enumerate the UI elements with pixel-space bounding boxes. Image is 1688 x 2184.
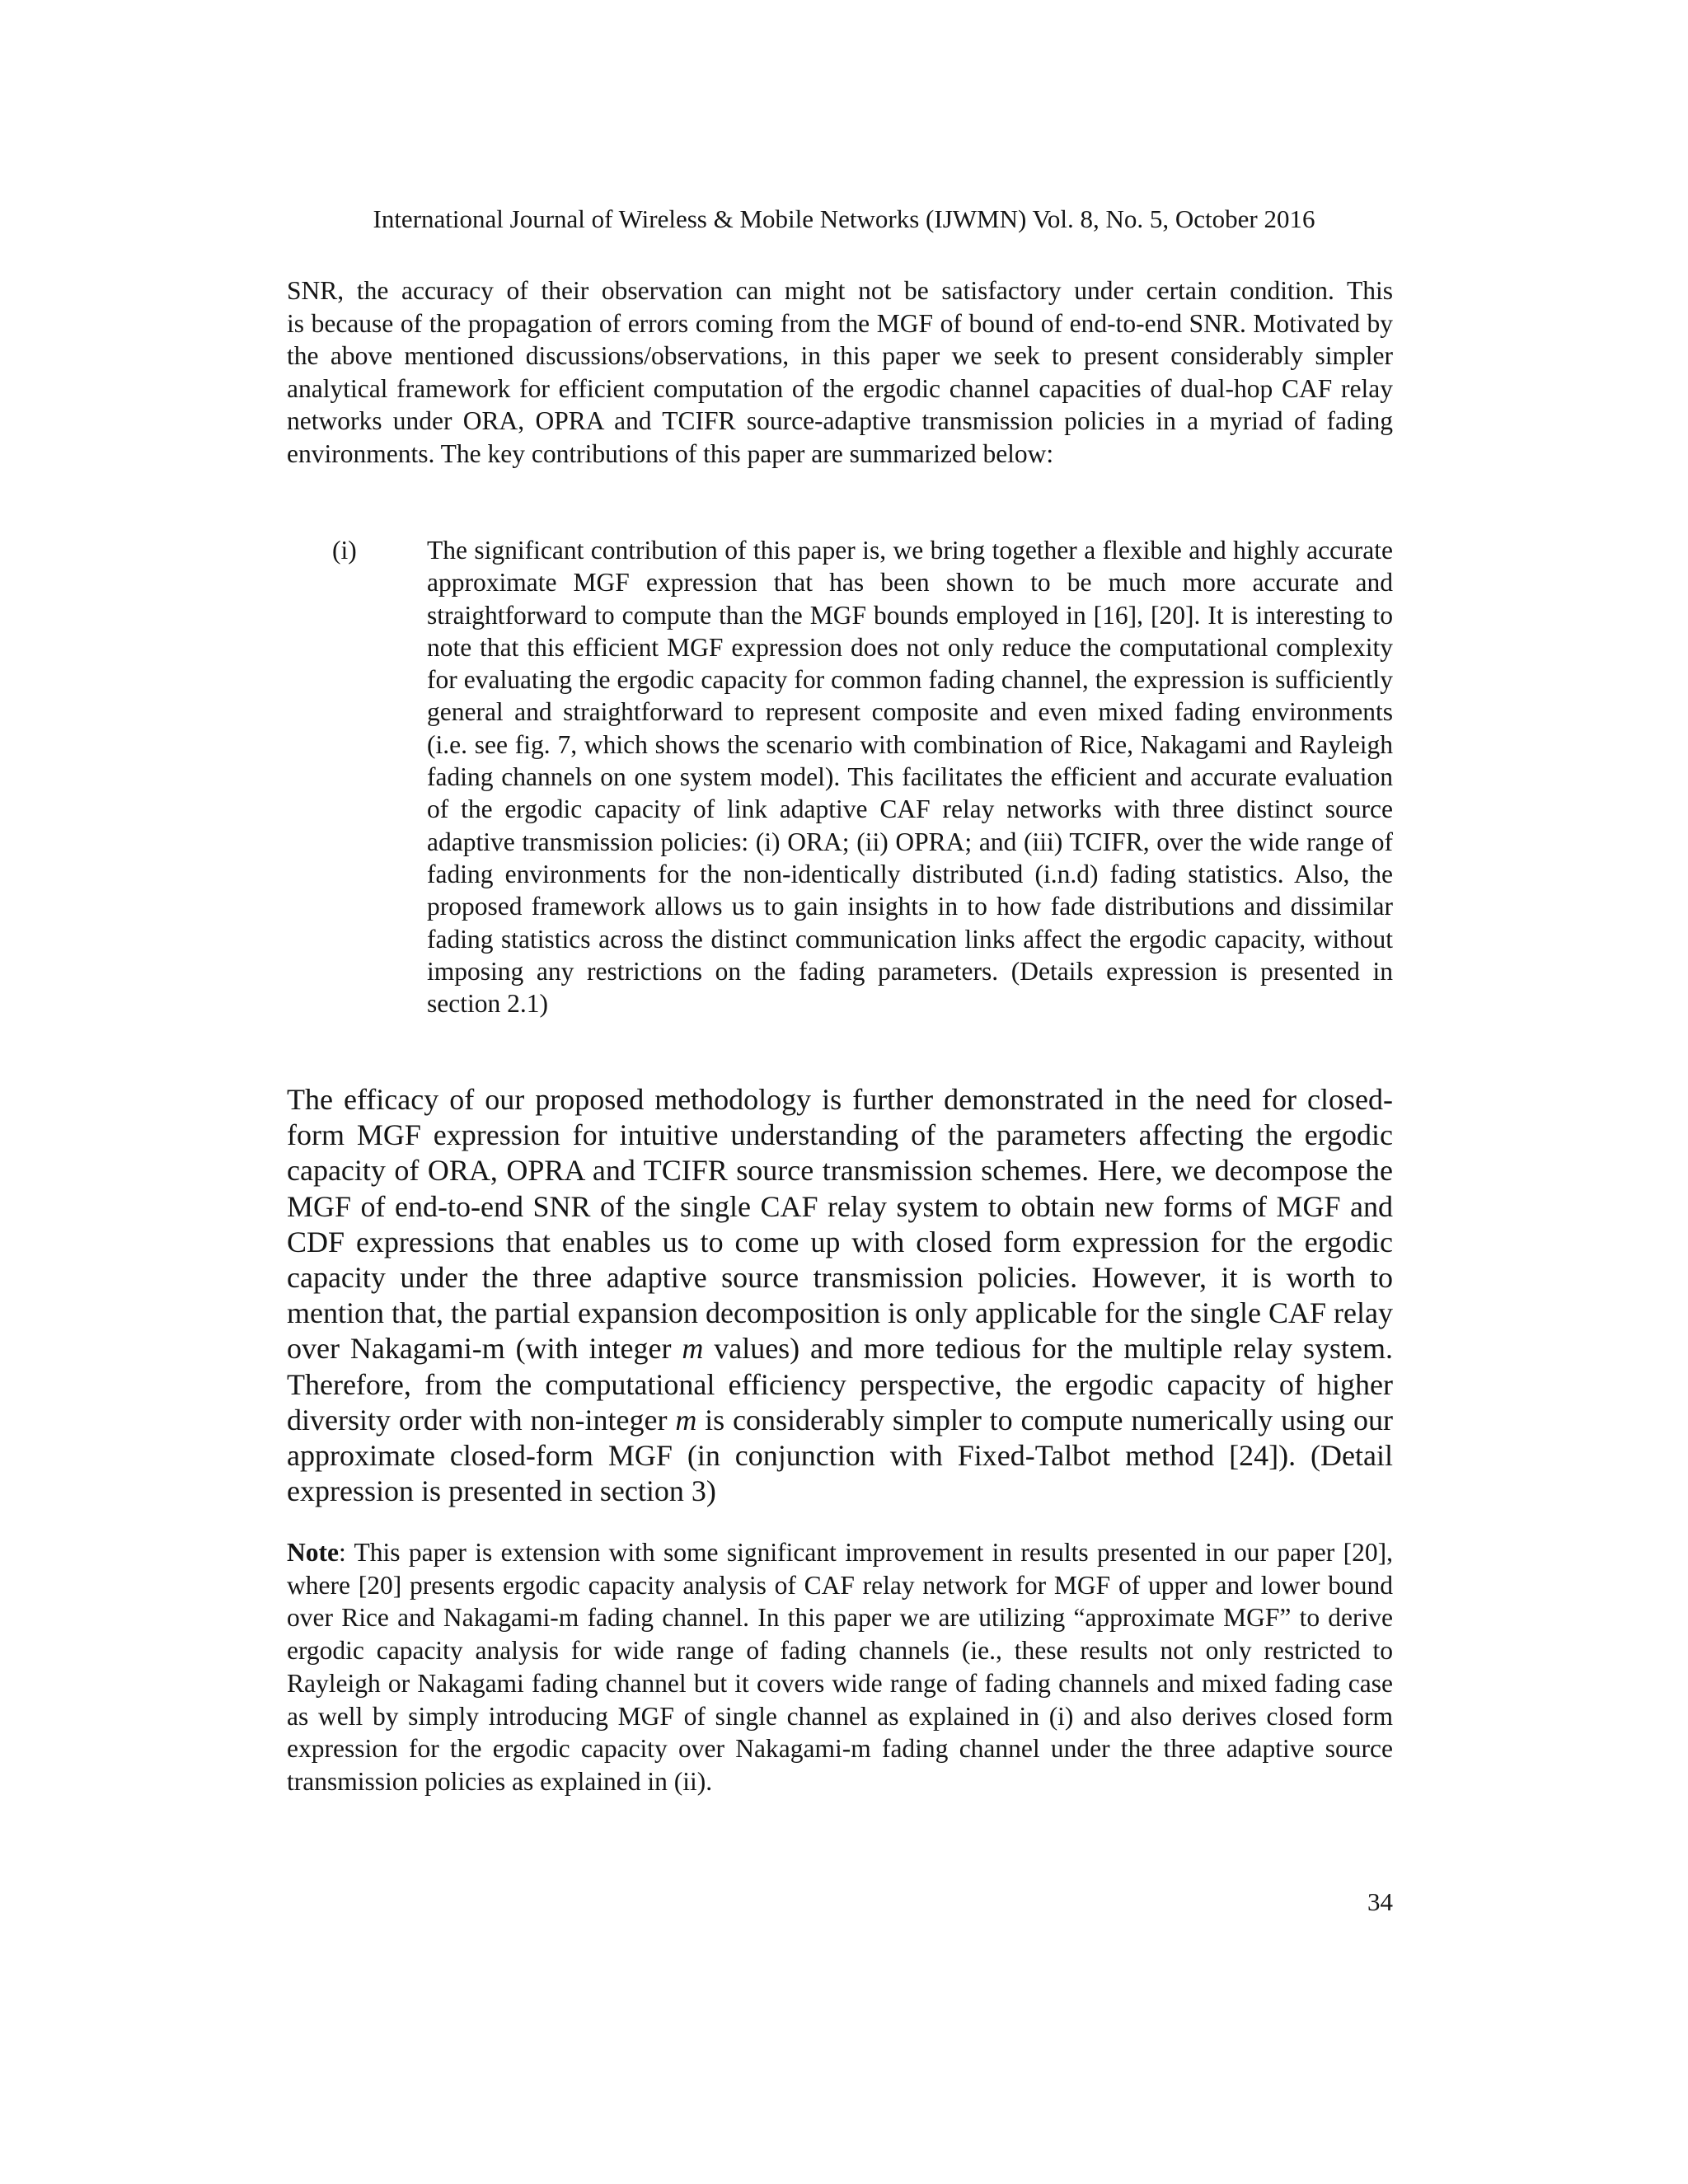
note-text: : This paper is extension with some significant improvement in results presented in our paper [20], where [20] presents ergodic capacity analysis of CAF relay network for MGF of upper and lower bound over Rice and Nakagami-m fading channel. In this paper we are utilizing “approximate MGF” to derive ergodic capacity analysis for wide range of fading channels (ie., these results not only restricted to Rayleigh or Nakagami fading channel but it covers wide range of fading channels and mixed fading case as well by simply introducing MGF of single channel as explained in (i) and also derives closed form expression for the ergodic capacity over Nakagami-m fading channel under the three adaptive source transmission policies as explained in (ii).: [287, 1538, 1393, 1796]
list-item-label: (i): [332, 536, 357, 565]
note-paragraph: [287, 1536, 1393, 1798]
list-item-text: The significant contribution of this paper is, we bring together a flexible and highly accurate approximate MGF expression that has been shown to be much more accurate and straightforward to compute than the MGF bounds employed in [16], [20]. It is interesting to note that this efficient MGF expression does not only reduce the computational complexity for evaluating the ergodic capacity for common fading channel, the expression is sufficiently general and straightforward to represent composite and even mixed fading environments (i.e. see fig. 7, which shows the scenario with combination of Rice, Nakagami and Rayleigh fading channels on one system model). This facilitates the efficient and accurate evaluation of the ergodic capacity of link adaptive CAF relay networks with three distinct source adaptive transmission policies: (i) ORA; (ii) OPRA; and (iii) TCIFR, over the wide range of fading environments for the non-identically distributed (i.n.d) fading statistics. Also, the proposed framework allows us to gain insights in to how fade distributions and dissimilar fading statistics across the distinct communication links affect the ergodic capacity, without imposing any restrictions on the fading parameters. (Details expression is presented in section 2.1): [427, 536, 1393, 1019]
variable-m: m: [675, 1403, 697, 1436]
page-number: 34: [1367, 1887, 1393, 1916]
efficacy-text-part1: The efficacy of our proposed methodology is further demonstrated in the need for closed-form MGF expression for intuitive understanding of the parameters affecting the ergodic capacity of ORA, OPRA and TCIFR source transmission schemes. Here, we decompose the MGF of end-to-end SNR of the single CAF relay system to obtain new forms of MGF and CDF expressions that enables us to come up with closed form expression for the ergodic capacity under the three adaptive source transmission policies. However, it is worth to mention that, the partial expansion decomposition is only applicable for the single CAF relay over Nakagami-m (with integer: [287, 1083, 1393, 1366]
contribution-list-item: [287, 534, 1393, 1019]
efficacy-text-part2: values) and more tedious for the multiple relay system. Therefore, from the computational efficiency perspective, the ergodic capacity of higher diversity order with non-integer: [287, 1332, 1393, 1436]
efficacy-paragraph: [287, 1082, 1393, 1509]
intro-first-line: SNR, the accuracy of their observation can might not be satisfactory under certain condition. This: [287, 276, 1393, 305]
intro-remaining-text: is because of the propagation of errors coming from the MGF of bound of end-to-end SNR. Motivated by the above mentioned discussions/observations, in this paper we seek to present considerably simpler analytical framework for efficient computation of the ergodic channel capacities of dual-hop CAF relay networks under ORA, OPRA and TCIFR source-adaptive transmission policies in a myriad of fading environments. The key contributions of this paper are summarized below:: [287, 308, 1393, 468]
variable-m: m: [682, 1332, 704, 1366]
intro-paragraph: [287, 274, 1393, 470]
running-header: International Journal of Wireless & Mobile Networks (IJWMN) Vol. 8, No. 5, October 2016: [373, 204, 1315, 233]
efficacy-text-part3: is considerably simpler to compute numerically using our approximate closed-form MGF (in conjunction with Fixed-Talbot method [24]). (Detail expression is presented in section 3): [287, 1403, 1393, 1508]
note-label: Note: [287, 1538, 339, 1567]
